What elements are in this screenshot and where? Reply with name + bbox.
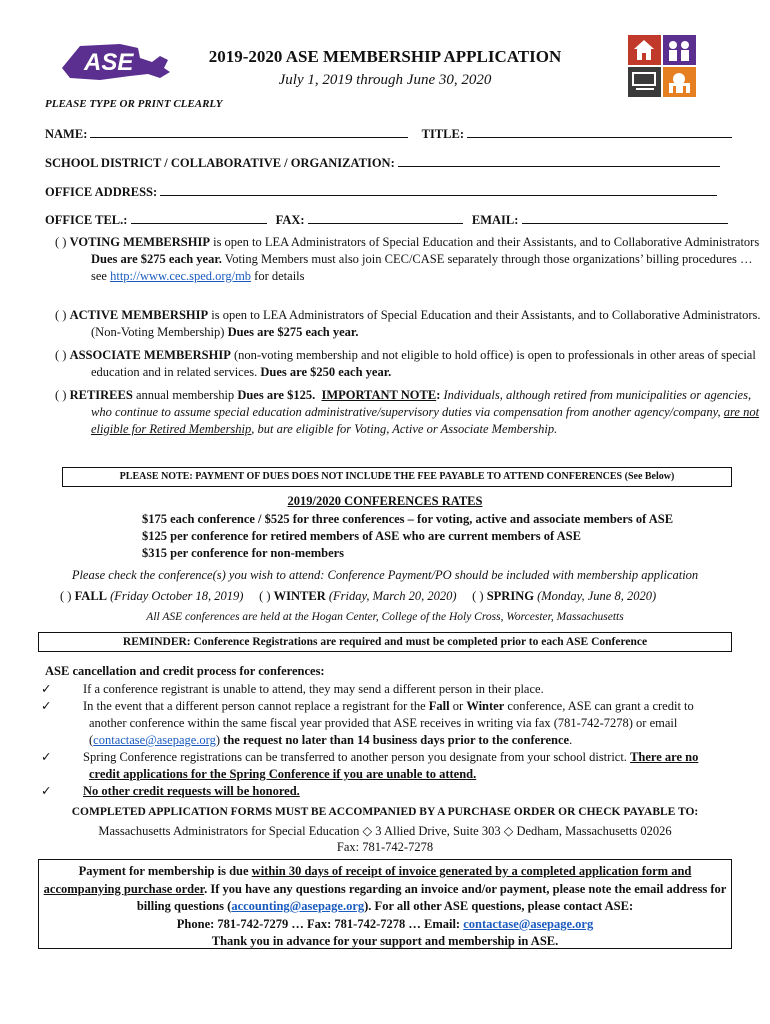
email-field[interactable] [522, 211, 728, 224]
retirees-membership [55, 387, 763, 438]
spring-date: (Monday, June 8, 2020) [537, 589, 657, 603]
spring-label: SPRING [486, 589, 534, 603]
associate-dues: Dues are $250 each year. [260, 365, 392, 379]
spring-checkbox[interactable]: ( ) [472, 589, 484, 603]
separator: ◇ [500, 824, 517, 838]
voting-dues-text: Voting Members must also join CEC/CASE separately through those organizations’ billing procedures … see [91, 252, 753, 283]
name-label: NAME: [45, 127, 88, 141]
email-label: EMAIL: [471, 213, 519, 227]
contact-email-link[interactable]: contactase@asepage.org [93, 733, 216, 747]
payment-c: ). For all other ASE questions, please contact ASE: [364, 899, 634, 913]
active-text: is open to LEA Administrators of Special Education and their Assistants, and to Collaborative Administrators. (Non-Voting Membership) [91, 308, 761, 339]
conference-rates [142, 511, 673, 562]
district-field[interactable] [398, 154, 720, 167]
important-note-label: IMPORTANT NOTE [321, 388, 437, 402]
payment-b: . If you have any questions regarding an invoice and/or payment, please note the email address for billing questions ( [136, 881, 727, 913]
cancel-item-1: If a conference registrant is unable to attend, they may send a different person in their place. [83, 682, 544, 696]
reminder-box: REMINDER: Conference Registrations are required and must be completed prior to each ASE Conference [38, 632, 732, 652]
org-name: Massachusetts Administrators for Special Education [98, 824, 360, 838]
payment-contact: Phone: 781-742-7279 … Fax: 781-742-7278 … Email: [176, 916, 464, 931]
schoolhouse-icon [628, 35, 661, 65]
voting-dues: Dues are $275 each year. [91, 252, 222, 266]
cancellation-heading: ASE cancellation and credit process for conferences: [45, 664, 325, 678]
retirees-dues: Dues are $125. [237, 388, 316, 402]
associate-name: ASSOCIATE MEMBERSHIP [69, 348, 231, 362]
voting-name: VOTING MEMBERSHIP [69, 235, 210, 249]
cancel-item-4: No other credit requests will be honored. [83, 784, 300, 798]
tel-label: OFFICE TEL.: [45, 213, 128, 227]
active-checkbox[interactable]: ( ) [55, 308, 67, 322]
associate-checkbox[interactable]: ( ) [55, 348, 67, 362]
name-row [45, 125, 732, 142]
check-icon: ✓ [41, 699, 52, 713]
logo-text: ASE [84, 49, 134, 76]
fax-label: FAX: [275, 213, 305, 227]
associate-text: (non-voting membership and not eligible to hold office) is open to professionals in other areas of special education and in related services. [91, 348, 756, 379]
fall-date: (Friday October 18, 2019) [110, 589, 244, 603]
cancel-item-2a: In the event that a different person cannot replace a registrant for the [83, 699, 429, 713]
voting-checkbox[interactable]: ( ) [55, 235, 67, 249]
voting-text: is open to LEA Administrators of Special Education and their Assistants, and to Collaborative Administrators [209, 235, 760, 249]
cancel-deadline: the request no later than 14 business days prior to the conference [223, 733, 570, 747]
city: Dedham, Massachusetts 02026 [516, 824, 672, 838]
conference-location: All ASE conferences are held at the Hogan Center, College of the Holy Cross, Worcester, Massachusetts [146, 611, 624, 623]
retirees-text: annual membership [132, 388, 238, 402]
payment-box [38, 859, 732, 949]
fall-word: Fall [428, 699, 450, 713]
winter-checkbox[interactable]: ( ) [259, 589, 271, 603]
active-dues: Dues are $275 each year. [227, 325, 359, 339]
payment-email-link[interactable]: contactase@asepage.org [463, 916, 594, 931]
cancellation-list [41, 681, 730, 800]
list-item [41, 749, 730, 783]
check-icon: ✓ [41, 750, 52, 764]
payment-a: Payment for membership is due [78, 864, 252, 878]
statehouse-icon [663, 67, 696, 97]
dues-note-box: PLEASE NOTE: PAYMENT OF DUES DOES NOT INCLUDE THE FEE PAYABLE TO ATTEND CONFERENCES (See Below) [62, 467, 732, 487]
retirees-checkbox[interactable]: ( ) [55, 388, 67, 402]
retirees-note-b: , but are eligible for Voting, Active or Associate Membership. [251, 422, 558, 436]
list-item [41, 698, 730, 749]
cancel-item-3a: Spring Conference registrations can be transferred to another person you designate from your school district. [83, 750, 631, 764]
winter-date: (Friday, March 20, 2020) [328, 589, 457, 603]
rate-line: $125 per conference for retired members of ASE who are current members of ASE [142, 529, 581, 543]
winter-label: WINTER [273, 589, 326, 603]
street: 3 Allied Drive, Suite 303 [375, 824, 501, 838]
voting-membership [55, 234, 763, 285]
winter-word: Winter [466, 699, 505, 713]
conferences-heading: 2019/2020 CONFERENCES RATES [287, 494, 483, 508]
rate-line: $315 per conference for non-members [142, 546, 345, 560]
cancel-item-3b: There are no credit applications for the Spring Conference if you are unable to attend. [89, 750, 699, 781]
active-name: ACTIVE MEMBERSHIP [69, 308, 209, 322]
cec-link[interactable]: http://www.cec.sped.org/mb [110, 269, 252, 283]
fax-field[interactable] [308, 211, 463, 224]
voting-link-after: for details [251, 269, 305, 283]
conference-instruction: Please check the conference(s) you wish to attend: Conference Payment/PO should be included with membership application [71, 568, 699, 582]
list-item [41, 783, 730, 800]
active-membership [55, 307, 763, 341]
conference-options [60, 589, 656, 604]
cancel-item-2-end: . [569, 733, 573, 747]
district-label: SCHOOL DISTRICT / COLLABORATIVE / ORGANIZATION: [45, 156, 395, 170]
separator: ◇ [359, 824, 376, 838]
payment-u1: within 30 days of receipt of invoice generated by a completed application form and accompanying purchase order [43, 864, 692, 896]
title-label: TITLE: [421, 127, 464, 141]
important-note-colon: : [436, 388, 441, 402]
cancel-item-2b: conference, ASE can grant a credit to another conference within the same fiscal year provided that ASE receives in writing via fax (781-742-7278) or email ( [89, 699, 694, 747]
retirees-note-u: are not eligible for Retired Membership [91, 405, 760, 436]
or-word: or [449, 699, 467, 713]
check-icon: ✓ [41, 784, 52, 798]
billing-email-link[interactable]: accounting@asepage.org [231, 899, 365, 913]
fall-checkbox[interactable]: ( ) [60, 589, 72, 603]
mailing-address [0, 823, 770, 839]
print-instruction: PLEASE TYPE OR PRINT CLEARLY [45, 98, 223, 110]
fall-label: FALL [74, 589, 107, 603]
page-subtitle: July 1, 2019 through June 30, 2020 [278, 72, 492, 88]
name-field[interactable] [90, 125, 408, 138]
tel-field[interactable] [131, 211, 267, 224]
header-icons [628, 35, 698, 99]
contact-row [45, 211, 728, 228]
address-label: OFFICE ADDRESS: [45, 185, 158, 199]
check-icon: ✓ [41, 682, 52, 696]
retirees-note-a: Individuals, although retired from municipalities or agencies, who continue to assume special education administrative/supervisory duties via compensation from another agency/company, [91, 388, 752, 419]
address-field[interactable] [160, 183, 717, 196]
children-icon [663, 35, 696, 65]
address-row [45, 183, 717, 200]
cancel-item-2c: ) [215, 733, 224, 747]
retirees-name: RETIREES [69, 388, 133, 402]
list-item [41, 681, 730, 698]
mailing-heading: COMPLETED APPLICATION FORMS MUST BE ACCOMPANIED BY A PURCHASE ORDER OR CHECK PAYABLE TO: [71, 806, 699, 818]
associate-membership [55, 347, 763, 381]
rate-line: $175 each conference / $525 for three conferences – for voting, active and associate members of ASE [142, 512, 674, 526]
district-row [45, 154, 720, 171]
mailing-fax: Fax: 781-742-7278 [336, 840, 434, 854]
page-title: 2019-2020 ASE MEMBERSHIP APPLICATION [208, 47, 562, 66]
thanks-line: Thank you in advance for your support and membership in ASE. [211, 934, 559, 948]
title-field[interactable] [467, 125, 732, 138]
classroom-icon [628, 67, 661, 97]
